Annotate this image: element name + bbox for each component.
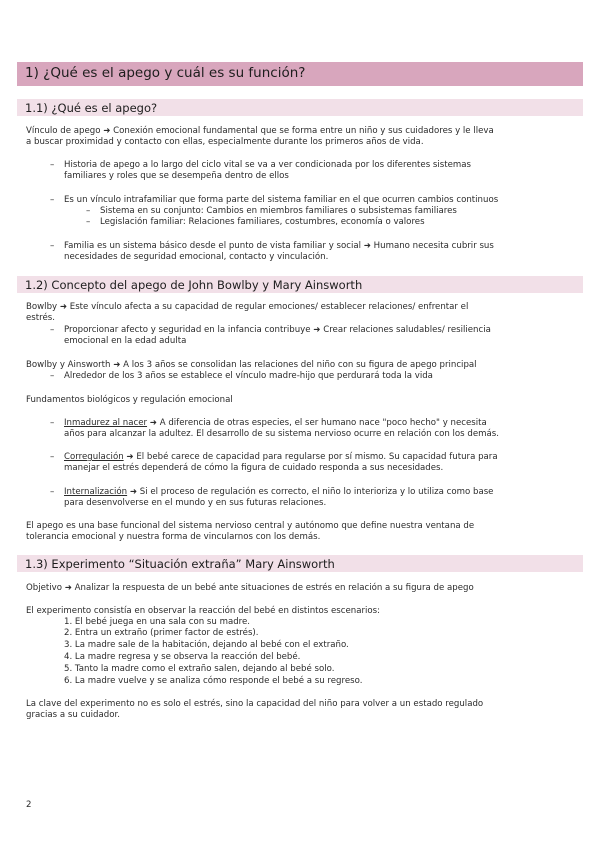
sub-bullet-dash: – <box>86 206 91 216</box>
paragraph-line: Bowlby y Ainsworth ➜ A los 3 años se consolidan las relaciones del niño con su figura de apego principal <box>26 360 477 370</box>
paragraph-line: Objetivo ➜ Analizar la respuesta de un bebé ante situaciones de estrés en relación a su figura de apego <box>26 583 474 593</box>
term-internalizacion: Internalización <box>64 487 128 497</box>
subsection-heading-1-2: 1.2) Concepto del apego de John Bowlby y Mary Ainsworth <box>17 276 583 293</box>
term-inmadurez: Inmadurez al nacer <box>64 418 148 428</box>
bullet-dash: – <box>50 241 55 251</box>
bullet-dash: – <box>50 418 55 428</box>
sub-bullet-line: Sistema en su conjunto: Cambios en miembros familiares o subsistemas familiares <box>100 206 457 216</box>
list-item: 2. Entra un extraño (primer factor de estrés). <box>64 628 259 638</box>
subsection-heading-1-1: 1.1) ¿Qué es el apego? <box>17 99 583 116</box>
bullet-line <box>64 418 487 429</box>
page-number: 2 <box>26 800 32 810</box>
term-corregulacion: Corregulación <box>64 452 124 462</box>
bullet-line: Proporcionar afecto y seguridad en la infancia contribuye ➜ Crear relaciones saludables/ resiliencia <box>64 325 491 335</box>
bullet-line: años para alcanzar la adultez. El desarrollo de su sistema nervioso ocurre en relación con los demás. <box>64 429 499 439</box>
paragraph-line: a buscar proximidad y contacto con ellas, especialmente durante los primeros años de vida. <box>26 137 424 147</box>
bullet-line: emocional en la edad adulta <box>64 336 187 346</box>
bullet-line: Familia es un sistema básico desde el punto de vista familiar y social ➜ Humano necesita cubrir sus <box>64 241 494 251</box>
bullet-text: ➜ Si el proceso de regulación es correcto, el niño lo interioriza y lo utiliza como base <box>127 487 494 497</box>
paragraph-line: Bowlby ➜ Este vínculo afecta a su capacidad de regular emociones/ establecer relaciones/ enfrentar el <box>26 302 469 312</box>
list-item: 1. El bebé juega en una sala con su madre. <box>64 617 251 627</box>
bullet-text: ➜ El bebé carece de capacidad para regularse por sí mismo. Su capacidad futura para <box>123 452 498 462</box>
bullet-line: manejar el estrés dependerá de cómo la figura de cuidado responda a sus necesidades. <box>64 463 444 473</box>
bullet-dash: – <box>50 195 55 205</box>
bullet-dash: – <box>50 452 55 462</box>
bullet-line: Es un vínculo intrafamiliar que forma parte del sistema familiar en el que ocurren cambios continuos <box>64 195 499 205</box>
paragraph-line: Vínculo de apego ➜ Conexión emocional fundamental que se forma entre un niño y sus cuidadores y le lleva <box>26 126 494 136</box>
bullet-dash: – <box>50 160 55 170</box>
bullet-line: familiares y roles que se desempeña dentro de ellos <box>64 171 289 181</box>
bullet-line: necesidades de seguridad emocional, contacto y vinculación. <box>64 252 329 262</box>
paragraph-line: El apego es una base funcional del sistema nervioso central y autónomo que define nuestra ventana de <box>26 521 475 531</box>
section-heading-1: 1) ¿Qué es el apego y cuál es su función? <box>17 62 583 86</box>
bullet-line: Historia de apego a lo largo del ciclo vital se va a ver condicionada por los diferentes sistemas <box>64 160 472 170</box>
paragraph-line: gracias a su cuidador. <box>26 710 120 720</box>
list-item: 5. Tanto la madre como el extraño salen, dejando al bebé solo. <box>64 664 335 674</box>
bullet-dash: – <box>50 487 55 497</box>
subsection-heading-1-3: 1.3) Experimento “Situación extraña” Mary Ainsworth <box>17 555 583 572</box>
paragraph-line: Fundamentos biológicos y regulación emocional <box>26 395 233 405</box>
paragraph-line: estrés. <box>26 313 55 323</box>
bullet-line: para desenvolverse en el mundo y en sus futuras relaciones. <box>64 498 327 508</box>
list-item: 6. La madre vuelve y se analiza cómo responde el bebé a su regreso. <box>64 676 363 686</box>
paragraph-line: La clave del experimento no es solo el estrés, sino la capacidad del niño para volver a un estado regulado <box>26 699 484 709</box>
bullet-line <box>64 487 493 498</box>
paragraph-line: tolerancia emocional y nuestra forma de vincularnos con los demás. <box>26 532 321 542</box>
bullet-dash: – <box>50 371 55 381</box>
bullet-text: ➜ A diferencia de otras especies, el ser humano nace "poco hecho" y necesita <box>147 418 487 428</box>
list-item: 3. La madre sale de la habitación, dejando al bebé con el extraño. <box>64 640 349 650</box>
sub-bullet-dash: – <box>86 217 91 227</box>
bullet-dash: – <box>50 325 55 335</box>
bullet-line <box>64 452 498 463</box>
sub-bullet-line: Legislación familiar: Relaciones familiares, costumbres, economía o valores <box>100 217 425 227</box>
paragraph-line: El experimento consistía en observar la reacción del bebé en distintos escenarios: <box>26 606 381 616</box>
bullet-line: Alrededor de los 3 años se establece el vínculo madre-hijo que perdurará toda la vida <box>64 371 433 381</box>
list-item: 4. La madre regresa y se observa la reacción del bebé. <box>64 652 301 662</box>
